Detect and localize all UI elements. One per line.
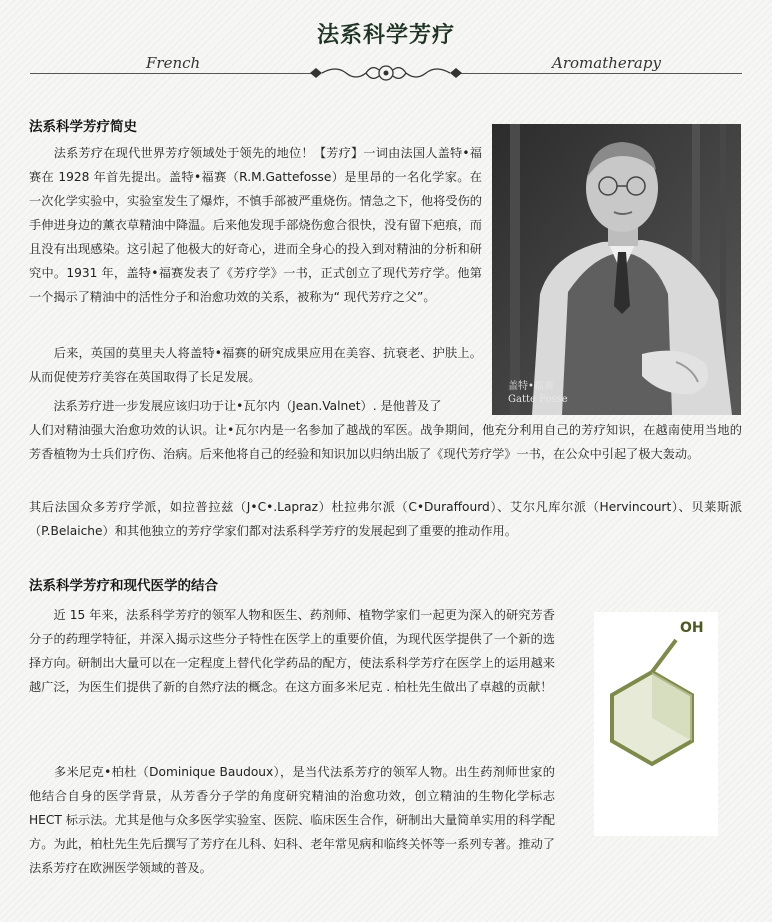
portrait-caption-en: Gatte Fosse bbox=[508, 394, 568, 405]
section-heading-history: 法系科学芳疗简史 bbox=[29, 119, 137, 135]
hexagon-structure-icon bbox=[594, 612, 718, 836]
gattefosse-portrait bbox=[492, 124, 741, 415]
history-paragraph-3-rest: 人们对精油强大治愈功效的认识。让•瓦尔内是一名参加了越战的军医。战争期间，他充分利用自己的芳疗知识，在越南使用当地的芳香植物为士兵们疗伤、治病。后来他将自己的经验和知识加以归纳出版了《现代芳疗学》一书，在公众中引起了极大轰动。 bbox=[29, 423, 742, 461]
portrait-illustration bbox=[492, 124, 741, 415]
medicine-paragraph-1: 近 15 年来，法系科学芳疗的领军人物和医生、药剂师、植物学家们一起更为深入的研究芳香分子的药理学特征，并深入揭示这些分子特性在医学上的重要价值，为现代医学提供了一个新的选择方向。研制出大量可以在一定程度上替代化学药品的配方，使法系科学芳疗在医学上的运用越来越广泛，为医生们提供了新的自然疗法的概念。在这方面多米尼克 . 柏杜先生做出了卓越的贡献！ bbox=[29, 608, 555, 694]
header-ornament-icon bbox=[302, 62, 470, 84]
phenol-molecule-diagram bbox=[594, 612, 718, 836]
history-paragraph-2: 后来，英国的莫里夫人将盖特•福赛的研究成果应用在美容、抗衰老、护肤上。从而促使芳疗美容在英国取得了长足发展。 bbox=[29, 346, 482, 384]
section-heading-medicine: 法系科学芳疗和现代医学的结合 bbox=[29, 578, 218, 594]
medicine-paragraph-2: 多米尼克•柏杜（Dominique Baudoux），是当代法系芳疗的领军人物。出生药剂师世家的他结合自身的医学背景，从芳香分子学的角度研究精油的治愈功效，创立精油的生物化学标志 HECT 标示法。尤其是他与众多医学实验室、医院、临床医生合作，研制出大量简单实用的科学配方。为此，柏杜先生先后撰写了芳疗在儿科、妇科、老年常见病和临终关怀等一系列专著。推动了法系芳疗在欧洲医学领域的普及。 bbox=[29, 765, 555, 875]
header-word-aromatherapy: Aromatherapy bbox=[552, 54, 661, 72]
history-paragraph-3-start: 法系芳疗进一步发展应该归功于让•瓦尔内（Jean.Valnet）. 是他普及了 bbox=[29, 399, 442, 413]
portrait-caption-cn: 盖特•福赛 bbox=[508, 381, 554, 392]
header-word-french: French bbox=[146, 54, 201, 72]
history-paragraph-1: 法系芳疗在现代世界芳疗领域处于领先的地位！【芳疗】一词由法国人盖特•福赛在 1928 年首先提出。盖特•福赛（R.M.Gattefosse）是里昂的一名化学家。在一次化学实验中，实验室发生了爆炸，不慎手部被严重烧伤。情急之下，他将受伤的手伸进身边的薰衣草精油中降温。后来他发现手部烧伤愈合很快，没有留下疤痕，而且没有出现感染。这引起了他极大的好奇心，进而全身心的投入到对精油的分析和研究中。1931 年，盖特•福赛发表了《芳疗学》一书，正式创立了现代芳疗学。他第一个揭示了精油中的活性分子和治愈功效的关系，被称为“ 现代芳疗之父”。 bbox=[29, 146, 482, 304]
history-paragraph-4: 其后法国众多芳疗学派，如拉普拉兹（J•C•.Lapraz）杜拉弗尔派（C•Duraffourd）、艾尔凡库尔派（Hervincourt）、贝莱斯派（P.Belaiche）和其他独立的芳疗学家们都对法系科学芳疗的发展起到了重要的推动作用。 bbox=[29, 500, 742, 538]
oh-label: OH bbox=[680, 620, 704, 636]
portrait-caption bbox=[508, 380, 568, 406]
page-title: 法系科学芳疗 bbox=[316, 23, 455, 48]
header-divider-left bbox=[30, 73, 320, 74]
header-divider-right bbox=[452, 73, 742, 74]
